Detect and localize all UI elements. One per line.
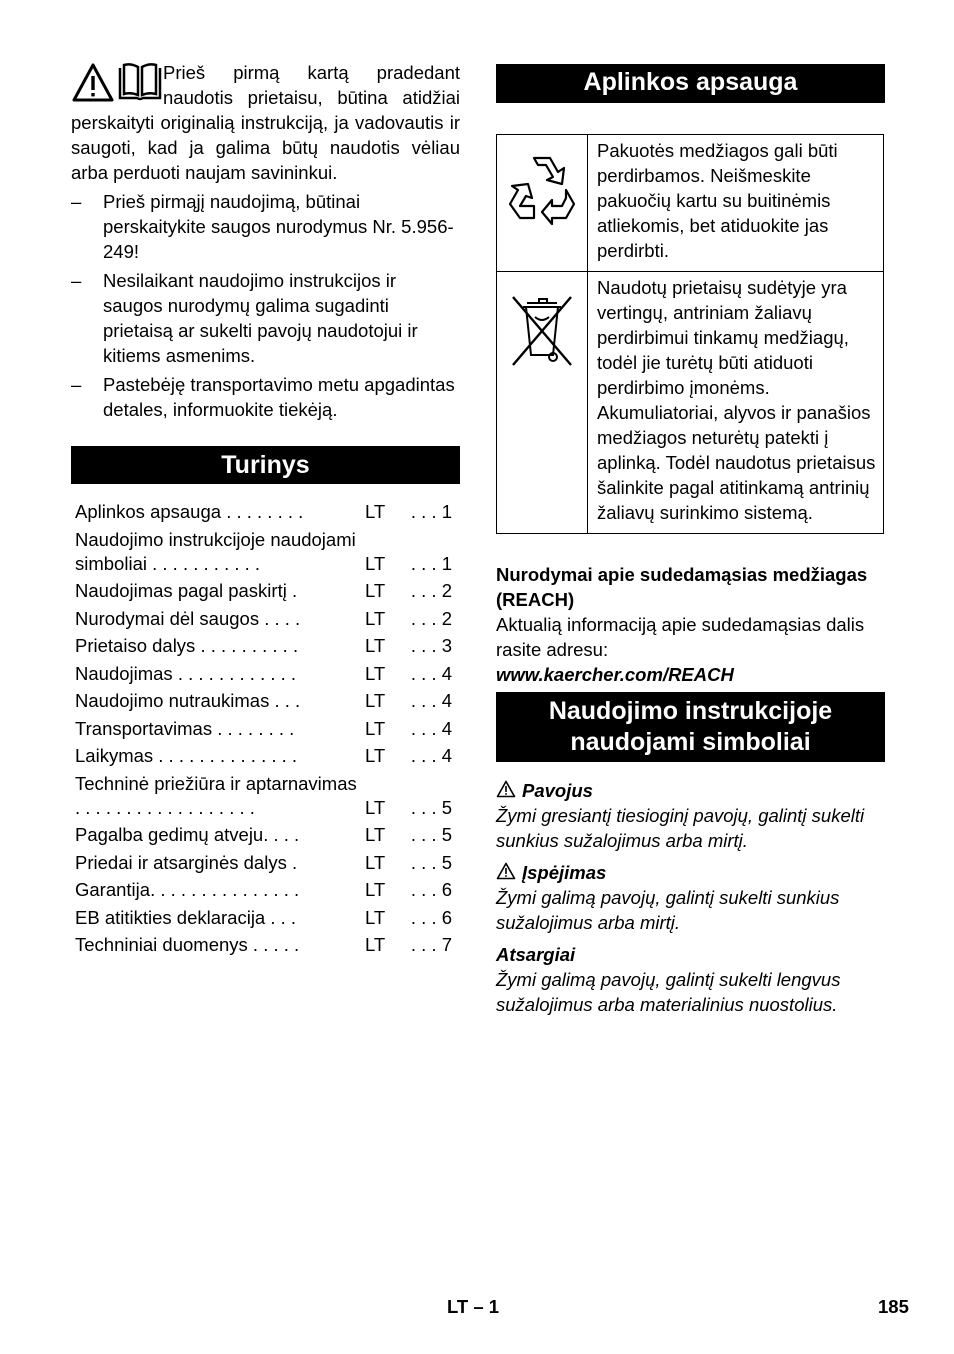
- symbol-text-ispejimas: Žymi galimą pavojų, galintį sukelti sunkius sužalojimus arba mirtį.: [496, 887, 840, 933]
- toc-row: EB atitikties deklaracija . . . LT . . . 6: [75, 906, 452, 928]
- footer-language-page: LT – 1: [447, 1296, 500, 1317]
- list-item: – Prieš pirmąjį naudojimą, būtinai perskaitykite saugos nurodymus Nr. 5.956-249!: [71, 191, 454, 262]
- environment-table: [496, 134, 884, 534]
- symbols-heading: Naudojimo instrukcijoje naudojami simboliai: [496, 692, 885, 762]
- environment-heading: Aplinkos apsauga: [496, 64, 885, 103]
- list-item: – Pastebėję transportavimo metu apgadintas detales, informuokite tiekėją.: [71, 374, 455, 420]
- intro-section: [71, 60, 460, 426]
- toc-row: Aplinkos apsauga . . . . . . . . LT . . . 1: [75, 501, 452, 522]
- toc-row: Naudojimo instrukcijoje naudojami simboliai . . . . . . . . . . . LT . . . 1: [75, 528, 452, 574]
- symbol-heading-atsargiai: Atsargiai: [496, 944, 576, 965]
- intro-icons: [71, 60, 163, 110]
- toc-row: Garantija. . . . . . . . . . . . . . . LT . . . 6: [75, 879, 452, 900]
- warning-icon: [496, 862, 516, 880]
- crossed-bin-text: Naudotų prietaisų sudėtyje yra vertingų, antriniam žaliavų perdirbimui tinkamų medžiagų, todėl jie turėtų būti atiduoti perdirbimo įmonėms. Akumuliatoriai, alyvos ir panašios medžiagos neturėtų patekti į aplinką. Todėl naudotus prietaisus šalinkite pagal atitinkamą antrinių žaliavų surinkimo sistemą.: [588, 272, 884, 534]
- toc-row: Naudojimas . . . . . . . . . . . . LT . . . 4: [75, 662, 452, 684]
- toc-row: Techniniai duomenys . . . . . LT . . . 7: [75, 934, 452, 955]
- reach-heading: Nurodymai apie sudedamąsias medžiagas (REACH): [496, 564, 868, 610]
- reach-text: Aktualią informaciją apie sudedamąsias dalis rasite adresu:: [496, 614, 865, 660]
- toc-row: Prietaiso dalys . . . . . . . . . . LT . . . 3: [75, 635, 452, 656]
- crossed-bin-cell: [497, 272, 588, 534]
- warning-icon: [496, 780, 516, 798]
- recycle-text: Pakuotės medžiagos gali būti perdirbamos. Neišmeskite pakuočių kartu su buitinėmis atliekomis, bet atiduokite jas perdirbti.: [588, 135, 884, 272]
- intro-text: Prieš pirmą kartą pradedant naudotis prietaisu, būtina atidžiai perskaityti originalią instrukciją, ja vadovautis ir saugoti, kad ja galima būtų naudotis vėliau arba perduoti naujam savininkui.: [71, 62, 460, 183]
- crossed-bin-icon: [507, 291, 577, 371]
- toc-row: Nurodymai dėl saugos . . . . LT . . . 2: [75, 607, 452, 629]
- toc-row: Laikymas . . . . . . . . . . . . . . LT . . . 4: [75, 745, 452, 766]
- symbol-text-pavojus: Žymi gresiantį tiesioginį pavojų, galintį sukelti sunkius sužalojimus arba mirtį.: [496, 805, 865, 851]
- symbols-section: [496, 771, 885, 1017]
- intro-bullet-list: [71, 189, 460, 422]
- footer-page-number: 185: [878, 1296, 909, 1317]
- table-row: [497, 272, 884, 534]
- toc-row: Naudojimo nutraukimas . . . LT . . . 4: [75, 690, 452, 711]
- toc-row: Priedai ir atsarginės dalys . LT . . . 5: [75, 851, 452, 873]
- toc-row: Techninė priežiūra ir aptarnavimas . . . . . . . . . . . . . . . . . . LT . . . 5: [75, 772, 452, 818]
- list-item: – Nesilaikant naudojimo instrukcijos ir saugos nurodymų galima sugadinti prietaisą ar sukelti pavojų naudotojui ir kitiems asmenims.: [71, 270, 418, 366]
- symbol-text-atsargiai: Žymi galimą pavojų, galintį sukelti lengvus sužalojimus arba materialinius nuostolius.: [496, 969, 841, 1015]
- book-icon: [117, 62, 163, 104]
- toc-row: Transportavimas . . . . . . . . LT . . . 4: [75, 717, 452, 739]
- recycle-cell: [497, 135, 588, 272]
- table-row: [497, 135, 884, 272]
- reach-section: [496, 562, 885, 687]
- toc-row: Naudojimas pagal paskirtį . LT . . . 2: [75, 580, 452, 601]
- recycle-icon: [504, 150, 580, 230]
- toc-heading: Turinys: [71, 446, 460, 484]
- toc-row: Pagalba gedimų atveju. . . . LT . . . 5: [75, 824, 452, 845]
- reach-url: www.kaercher.com/REACH: [496, 664, 734, 685]
- symbol-heading-pavojus: Pavojus: [496, 778, 885, 803]
- symbol-heading-ispejimas: Įspėjimas: [496, 860, 885, 885]
- table-of-contents: [71, 500, 460, 961]
